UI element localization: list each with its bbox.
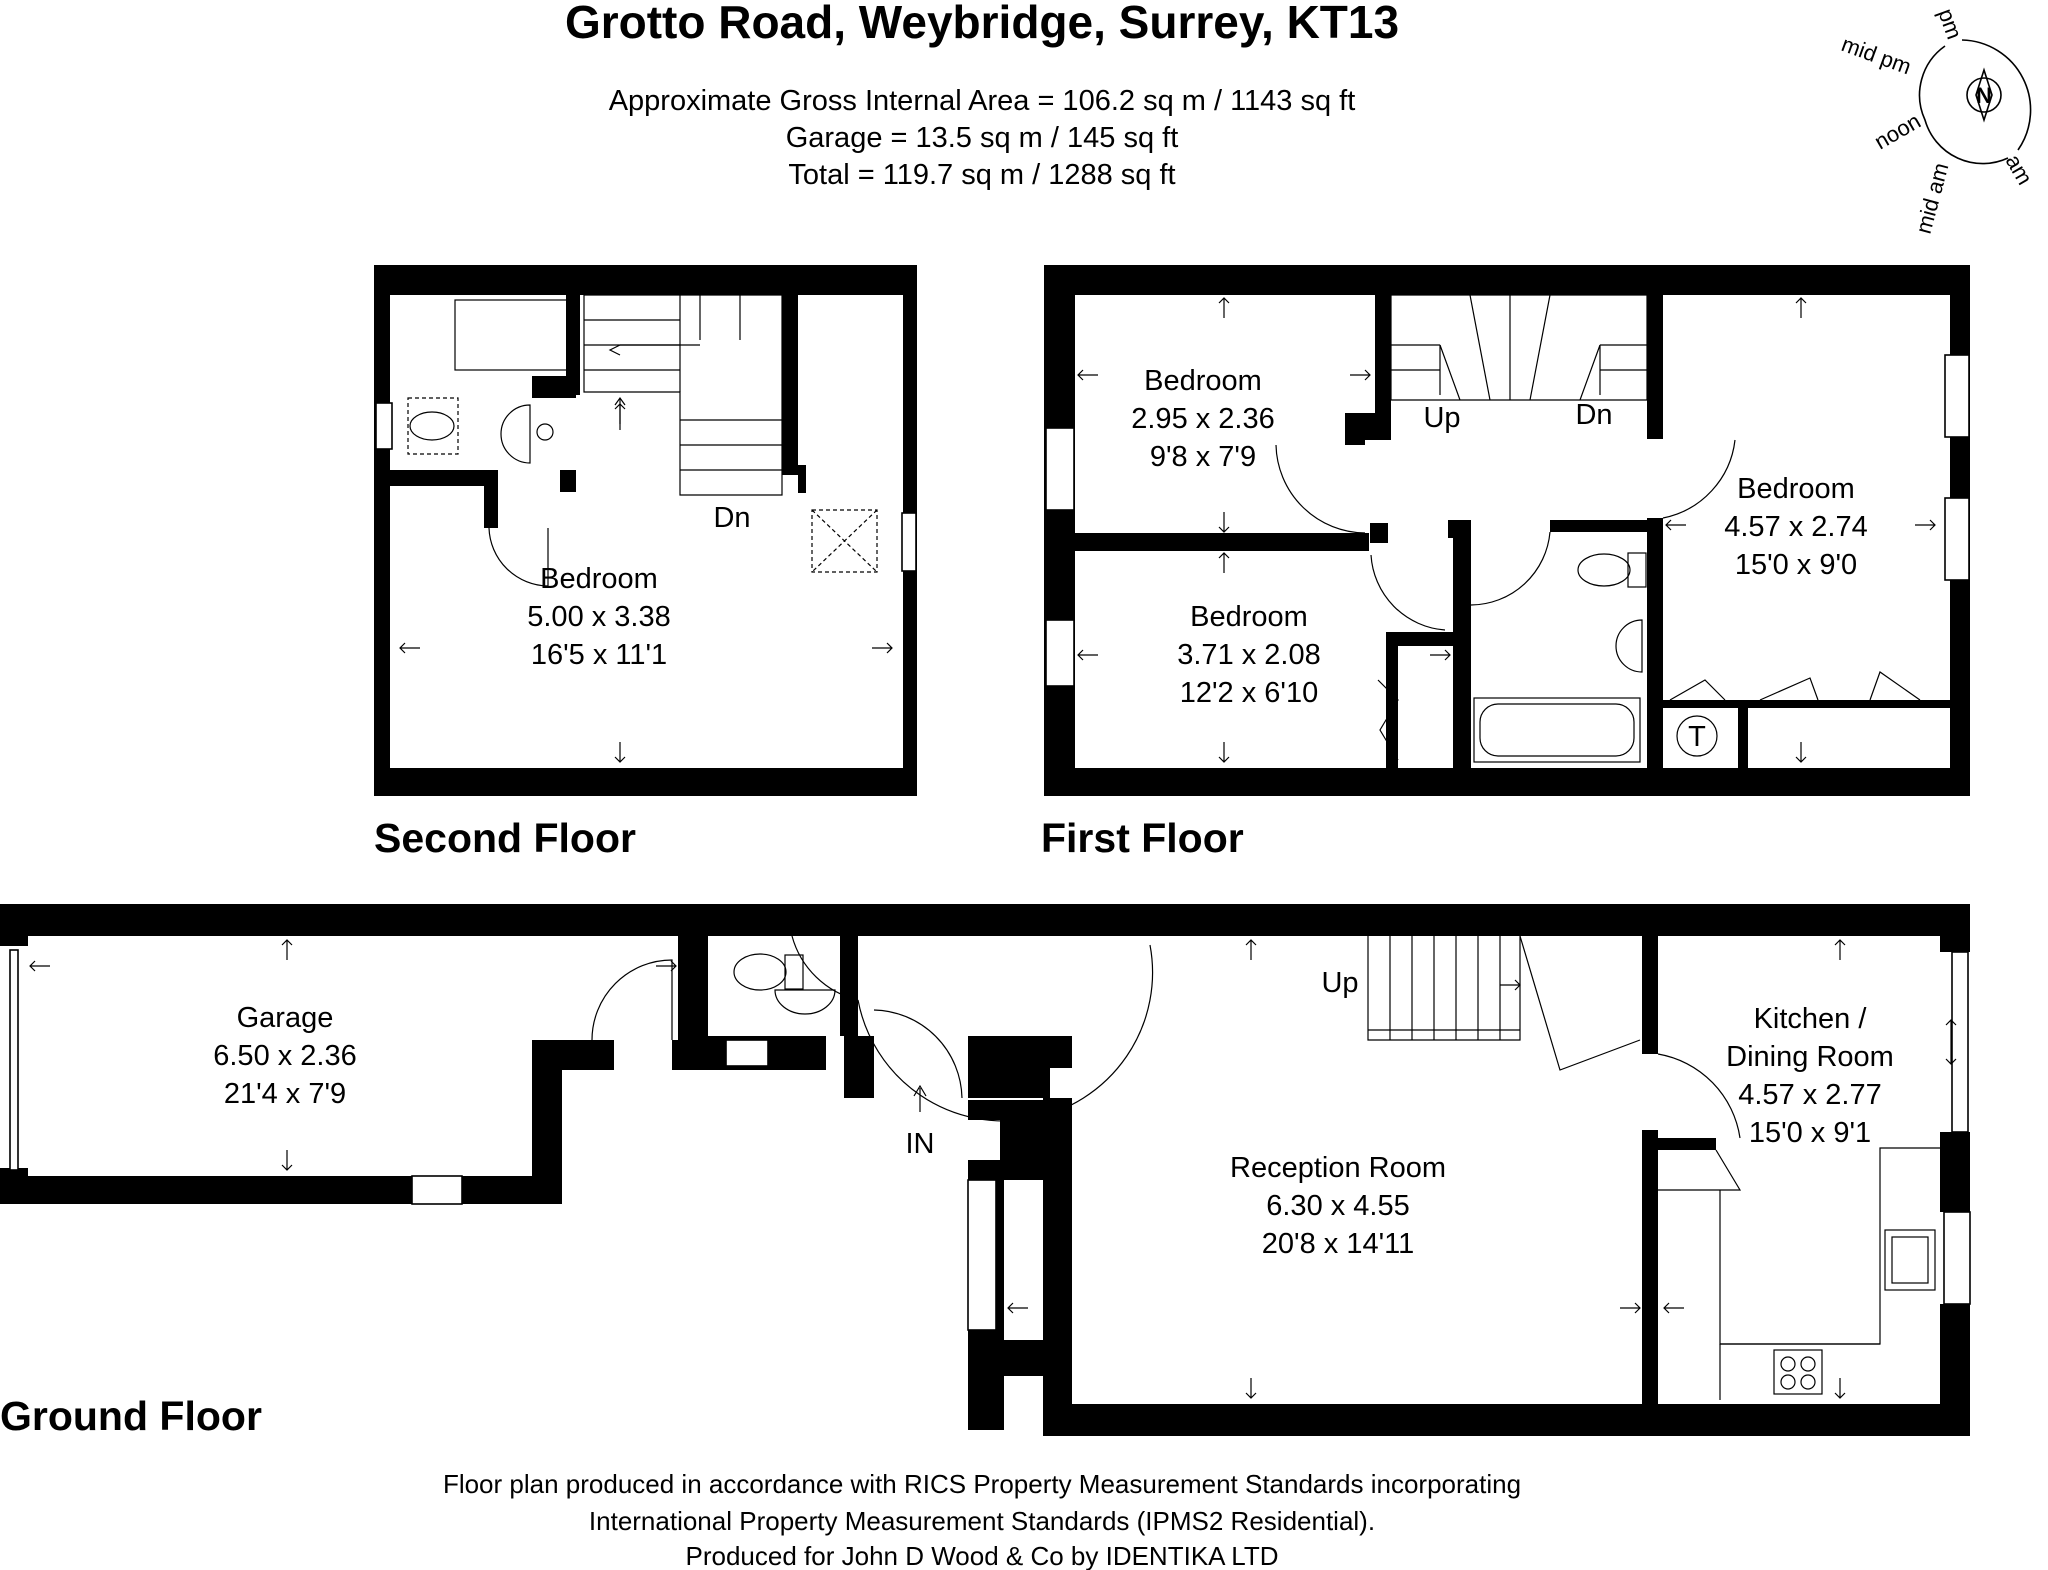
- kitchen-imperial: 15'0 x 9'1: [1748, 1117, 1872, 1149]
- first-floor-plan: [1041, 265, 1970, 861]
- total-area: Total = 119.7 sq m / 1288 sq ft: [788, 159, 1176, 191]
- ground-floor-plan: [0, 904, 1970, 1439]
- first-floor-stair-dn: Dn: [1575, 399, 1613, 431]
- garage-imperial: 21'4 x 7'9: [223, 1078, 347, 1110]
- ground-floor-staircase: [1368, 936, 1640, 1070]
- first-floor-bedroom-3-name: Bedroom: [1737, 473, 1855, 505]
- reception-room-name: Reception Room: [1230, 1152, 1446, 1184]
- compass-mid-am: mid am: [1910, 160, 1954, 237]
- kitchen-name: Kitchen /: [1753, 1003, 1867, 1035]
- compass-north: N: [1976, 83, 1992, 108]
- footer-line-2: International Property Measurement Standards (IPMS2 Residential).: [588, 1506, 1376, 1536]
- compass-noon: noon: [1870, 108, 1925, 155]
- entrance-label: IN: [905, 1128, 935, 1160]
- second-floor-stair-dn: Dn: [713, 502, 751, 534]
- footer-line-1: Floor plan produced in accordance with RICS Property Measurement Standards incorporating: [442, 1469, 1522, 1499]
- second-floor-label: Second Floor: [374, 815, 636, 861]
- compass-pm: pm: [1933, 5, 1968, 43]
- first-floor-label: First Floor: [1041, 815, 1244, 861]
- second-floor-bedroom-imperial: 16'5 x 11'1: [530, 639, 668, 671]
- gross-internal-area: Approximate Gross Internal Area = 106.2 sq m / 1143 sq ft: [608, 85, 1356, 117]
- first-floor-bedroom-2-name: Bedroom: [1190, 601, 1308, 633]
- second-floor-staircase: [584, 295, 782, 495]
- garage-metric: 6.50 x 2.36: [213, 1040, 357, 1072]
- compass-rose: [1838, 5, 2037, 236]
- plan-title: Grotto Road, Weybridge, Surrey, KT13: [564, 0, 1400, 48]
- first-floor-bedroom-2-metric: 3.71 x 2.08: [1177, 639, 1321, 671]
- first-floor-bedroom-3-metric: 4.57 x 2.74: [1724, 511, 1868, 543]
- garage-area: Garage = 13.5 sq m / 145 sq ft: [785, 122, 1179, 154]
- reception-room-imperial: 20'8 x 14'11: [1261, 1228, 1415, 1260]
- reception-room-metric: 6.30 x 4.55: [1266, 1190, 1410, 1222]
- second-floor-bedroom-name: Bedroom: [540, 563, 658, 595]
- first-floor-stair-up: Up: [1423, 402, 1461, 434]
- kitchen-metric: 4.57 x 2.77: [1738, 1079, 1882, 1111]
- kitchen-name-line-2: Dining Room: [1726, 1041, 1894, 1073]
- compass-mid-pm: mid pm: [1838, 31, 1915, 80]
- first-floor-staircase: [1391, 295, 1647, 400]
- first-floor-bedroom-1-imperial: 9'8 x 7'9: [1149, 441, 1257, 473]
- ground-floor-stair-up: Up: [1321, 967, 1359, 999]
- ground-floor-label: Ground Floor: [0, 1393, 262, 1439]
- first-floor-bedroom-1-metric: 2.95 x 2.36: [1131, 403, 1275, 435]
- first-floor-bedroom-1-name: Bedroom: [1144, 365, 1262, 397]
- second-floor-bedroom-metric: 5.00 x 3.38: [527, 601, 671, 633]
- first-floor-bedroom-2-imperial: 12'2 x 6'10: [1179, 677, 1319, 709]
- footer-line-3: Produced for John D Wood & Co by IDENTIKA LTD: [685, 1541, 1279, 1570]
- garage-name: Garage: [236, 1002, 334, 1034]
- second-floor-plan: [374, 265, 917, 861]
- first-floor-tank-label: T: [1688, 721, 1706, 753]
- first-floor-bedroom-3-imperial: 15'0 x 9'0: [1734, 549, 1858, 581]
- compass-am: am: [2000, 150, 2038, 189]
